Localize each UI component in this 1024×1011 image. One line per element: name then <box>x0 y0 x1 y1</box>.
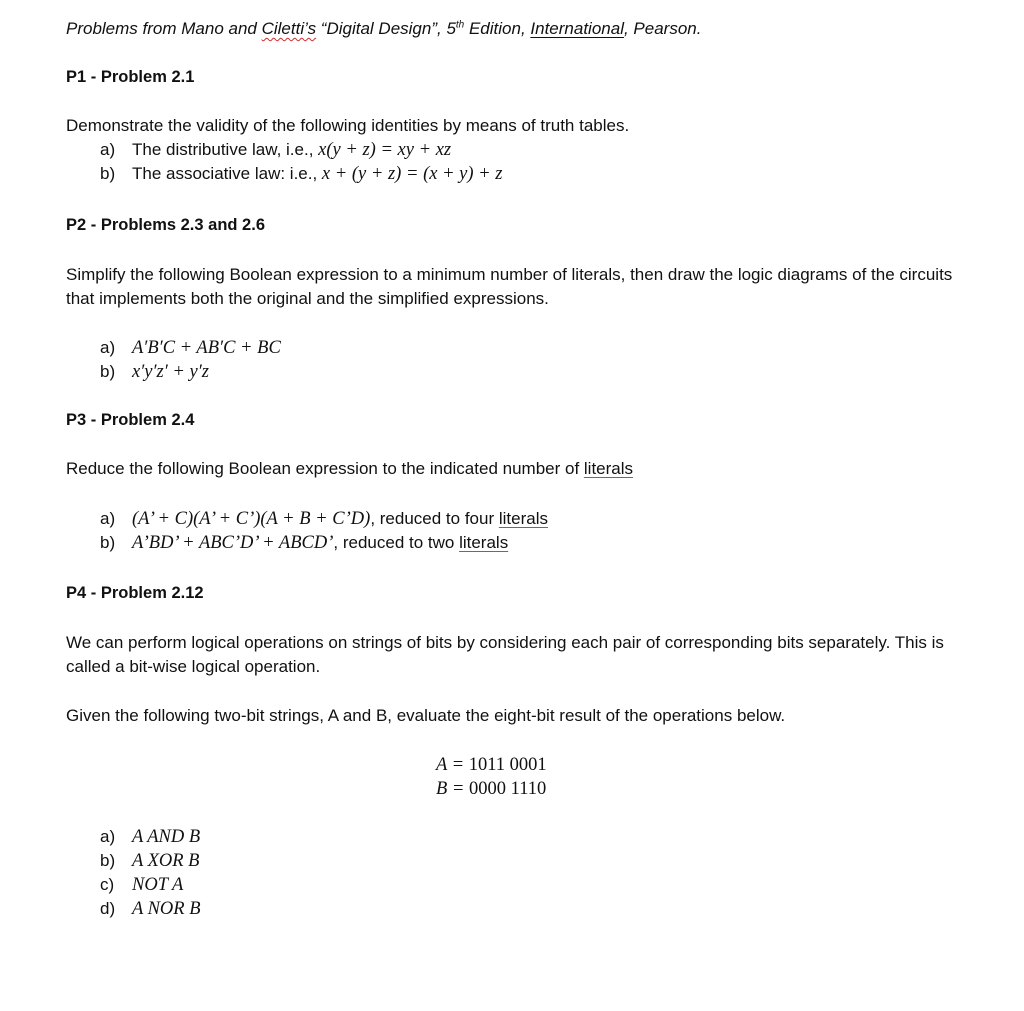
p3-intro-text: Reduce the following Boolean expression to the indicated number of <box>66 459 584 478</box>
item-math: x′y′z′ + y′z <box>132 362 209 382</box>
item-literals: literals <box>459 533 509 552</box>
header-edition-rest: Edition, <box>464 19 531 38</box>
p1-item-a <box>100 138 451 162</box>
p4-item-b <box>100 849 199 873</box>
string-a-value: 1011 0001 <box>468 755 547 775</box>
p2-heading: P2 - Problems 2.3 and 2.6 <box>66 216 265 234</box>
p4-item-c <box>100 873 183 897</box>
p3-item-a <box>100 507 548 531</box>
item-label: b) <box>100 164 116 183</box>
item-label: a) <box>100 827 116 846</box>
item-label: b) <box>100 851 116 870</box>
p4-heading: P4 - Problem 2.12 <box>66 584 204 602</box>
item-math: NOT A <box>132 875 184 895</box>
header-publisher: , Pearson. <box>623 19 702 38</box>
p1-intro: Demonstrate the validity of the following identities by means of truth tables. <box>66 116 630 135</box>
p2-item-a <box>100 336 281 360</box>
string-b-value: 0000 1110 <box>469 779 547 799</box>
item-math: x(y + z) = xy + xz <box>318 140 452 160</box>
item-label: b) <box>100 533 116 552</box>
item-label: a) <box>100 338 116 357</box>
p3-intro-literals: literals <box>583 459 634 478</box>
p4-given: Given the following two-bit strings, A and B, evaluate the eight-bit result of the operations below. <box>66 706 786 725</box>
p4-intro: We can perform logical operations on strings of bits by considering each pair of corresponding bits separately. This is called a bit-wise logical operation. <box>66 633 944 676</box>
item-math: A′B′C + AB′C + BC <box>132 338 281 358</box>
header-author-name: Ciletti’s <box>261 19 317 38</box>
item-text: The associative law: i.e., <box>132 164 322 183</box>
item-label: a) <box>100 509 116 528</box>
header-book-title: “Digital Design”, 5 <box>316 19 456 38</box>
item-math: A AND B <box>132 827 201 847</box>
item-label: d) <box>100 899 116 918</box>
p2-intro: Simplify the following Boolean expression to a minimum number of literals, then draw the logic diagrams of the circuits that implements both the original and the simplified expressions. <box>66 265 953 308</box>
p4-item-d <box>100 897 201 921</box>
p1-item-b <box>100 162 502 186</box>
item-literals: literals <box>498 509 548 528</box>
item-label: a) <box>100 140 116 159</box>
p1-heading: P1 - Problem 2.1 <box>66 68 195 86</box>
string-a-eq: A = <box>436 755 469 775</box>
p2-item-b <box>100 360 209 384</box>
item-text: The distributive law, i.e., <box>132 140 319 159</box>
string-b-eq: B = <box>436 779 470 799</box>
header-international: International <box>530 19 624 38</box>
item-label: c) <box>100 875 115 894</box>
item-label: b) <box>100 362 116 381</box>
p4-item-a <box>100 825 200 849</box>
item-text: , reduced to two <box>333 533 460 552</box>
header-prefix: Problems from Mano and <box>66 19 262 38</box>
item-math: (A’ + C)(A’ + C’)(A + B + C’D) <box>132 509 371 529</box>
header-edition-sup: th <box>455 19 465 31</box>
p3-heading: P3 - Problem 2.4 <box>66 411 195 429</box>
p4-string-a <box>436 753 547 777</box>
item-math: A’BD’ + ABC’D’ + ABCD’ <box>132 533 334 553</box>
item-text: , reduced to four <box>370 509 499 528</box>
p3-intro <box>66 457 633 481</box>
item-math: A NOR B <box>132 899 201 919</box>
p3-item-b <box>100 531 508 555</box>
document-header <box>66 17 701 41</box>
item-math: x + (y + z) = (x + y) + z <box>321 164 503 184</box>
item-math: A XOR B <box>132 851 200 871</box>
p4-string-b <box>436 777 546 801</box>
